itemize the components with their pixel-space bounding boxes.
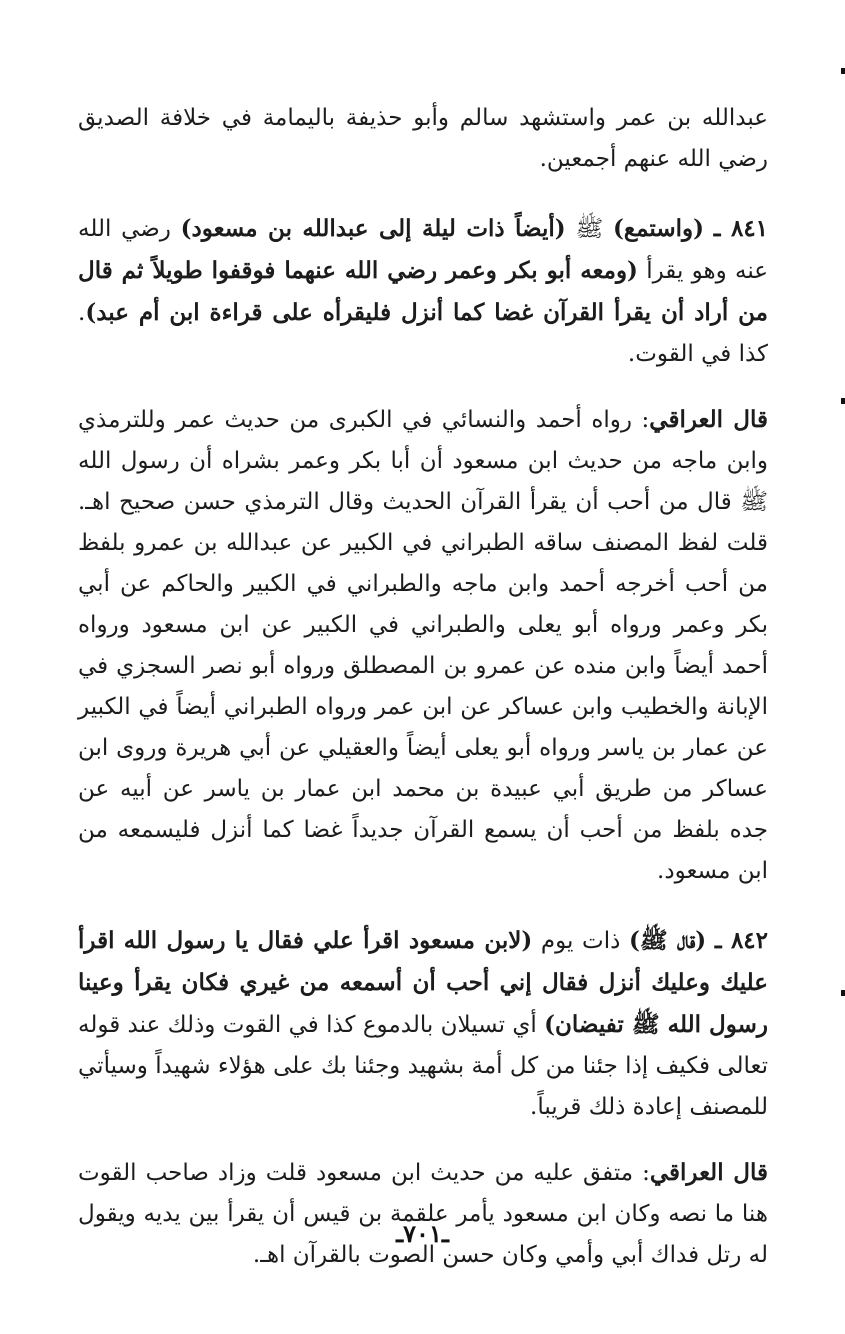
takhrij-paragraph-2 xyxy=(78,1152,768,1276)
takhrij-paragraph-1 xyxy=(78,399,768,892)
hadith-number: ٨٤٢ ـ xyxy=(714,927,769,954)
takhrij-label: قال العراقي xyxy=(649,406,768,433)
commentary-text-3: . كذا في القوت. xyxy=(78,300,768,367)
margin-mark-top xyxy=(841,68,845,74)
hadith-number: ٨٤١ ـ xyxy=(713,215,769,242)
page-body xyxy=(78,98,768,1276)
paragraph-continuation xyxy=(78,98,768,180)
hadith-matn-part-3: (ومعه أبو بكر وعمر رضي الله عنهما فوقفوا طويلاً ثم قال من أراد أن يقرأ القرآن غضا كما أنزل فليقرأه على قراءة ابن أم عبد) xyxy=(78,257,768,326)
hadith-matn-part-1: (واستمع) xyxy=(612,215,704,242)
continuation-text: عبدالله بن عمر واستشهد سالم وأبو حذيفة باليمامة في خلافة الصديق رضي الله عنهم أجمعين. xyxy=(78,105,768,172)
page-number: ـ٧٠١ـ xyxy=(396,1219,449,1248)
commentary-text-1: ذات يوم xyxy=(532,928,629,954)
takhrij-label: قال العراقي xyxy=(649,1159,768,1186)
hadith-841 xyxy=(78,208,768,375)
commentary-text-2: أي تسيلان بالدموع كذا في القوت وذلك عند قوله تعالى فكيف إذا جئنا من كل أمة بشهيد وجئنا بك على هؤلاء شهيداً وسيأتي للمصنف إعادة ذلك قريباً. xyxy=(78,1012,768,1120)
hadith-matn-part-2: (لابن مسعود اقرأ علي فقال يا رسول الله اقرأ عليك وعليك أنزل فقال إني أحب أن أسمعه من غيري فكان يقرأ وعينا رسول الله ﷺ تفيضان) xyxy=(78,927,768,1038)
margin-mark-lower xyxy=(841,990,845,996)
takhrij-text: : رواه أحمد والنسائي في الكبرى من حديث عمر وللترمذي وابن ماجه من حديث ابن مسعود أن أبا بكر وعمر بشراه أن رسول الله ﷺ قال من أحب أن يقرأ القرآن الحديث وقال الترمذي حسن صحيح اهـ. قلت لفظ المصنف ساقه الطبراني في الكبير عن عبدالله بن عمرو بلفظ من أحب أخرجه أحمد وابن ماجه والطبراني في الكبير والحاكم عن أبي بكر وعمر ورواه أبو يعلى والطبراني في الكبير عن ابن مسعود ورواه أحمد أيضاً وابن منده عن عمرو بن المصطلق ورواه أبو نصر السجزي في الإبانة والخطيب وابن عساكر عن ابن عمر ورواه الطبراني أيضاً في الكبير عن عمار بن ياسر ورواه أبو يعلى أيضاً والعقيلي عن أبي هريرة وروى ابن عساكر من طريق أبي عبيدة بن محمد ابن عمار بن ياسر عن أبيه عن جده بلفظ من أحب أن يسمع القرآن جديداً غضا كما أنزل فليسمعه من ابن مسعود. xyxy=(78,407,768,884)
commentary-text-2: رضي الله عنه وهو يقرأ xyxy=(78,216,769,284)
margin-mark-middle xyxy=(841,398,845,404)
hadith-842 xyxy=(78,920,768,1128)
takhrij-text: : متفق عليه من حديث ابن مسعود قلت وزاد صاحب القوت هنا ما نصه وكان ابن مسعود يأمر علقمة بن قيس أن يقرأ بين يديه ويقول له رتل فداك أبي وأمي وكان حسن الصوت بالقرآن اهـ. xyxy=(78,1160,768,1268)
hadith-matn-part-1: (قال ﷺ) xyxy=(628,927,707,954)
hadith-matn-part-2: (أيضاً ذات ليلة إلى عبدالله بن مسعود) xyxy=(180,215,566,242)
commentary-text-1: ﷺ xyxy=(565,216,613,242)
